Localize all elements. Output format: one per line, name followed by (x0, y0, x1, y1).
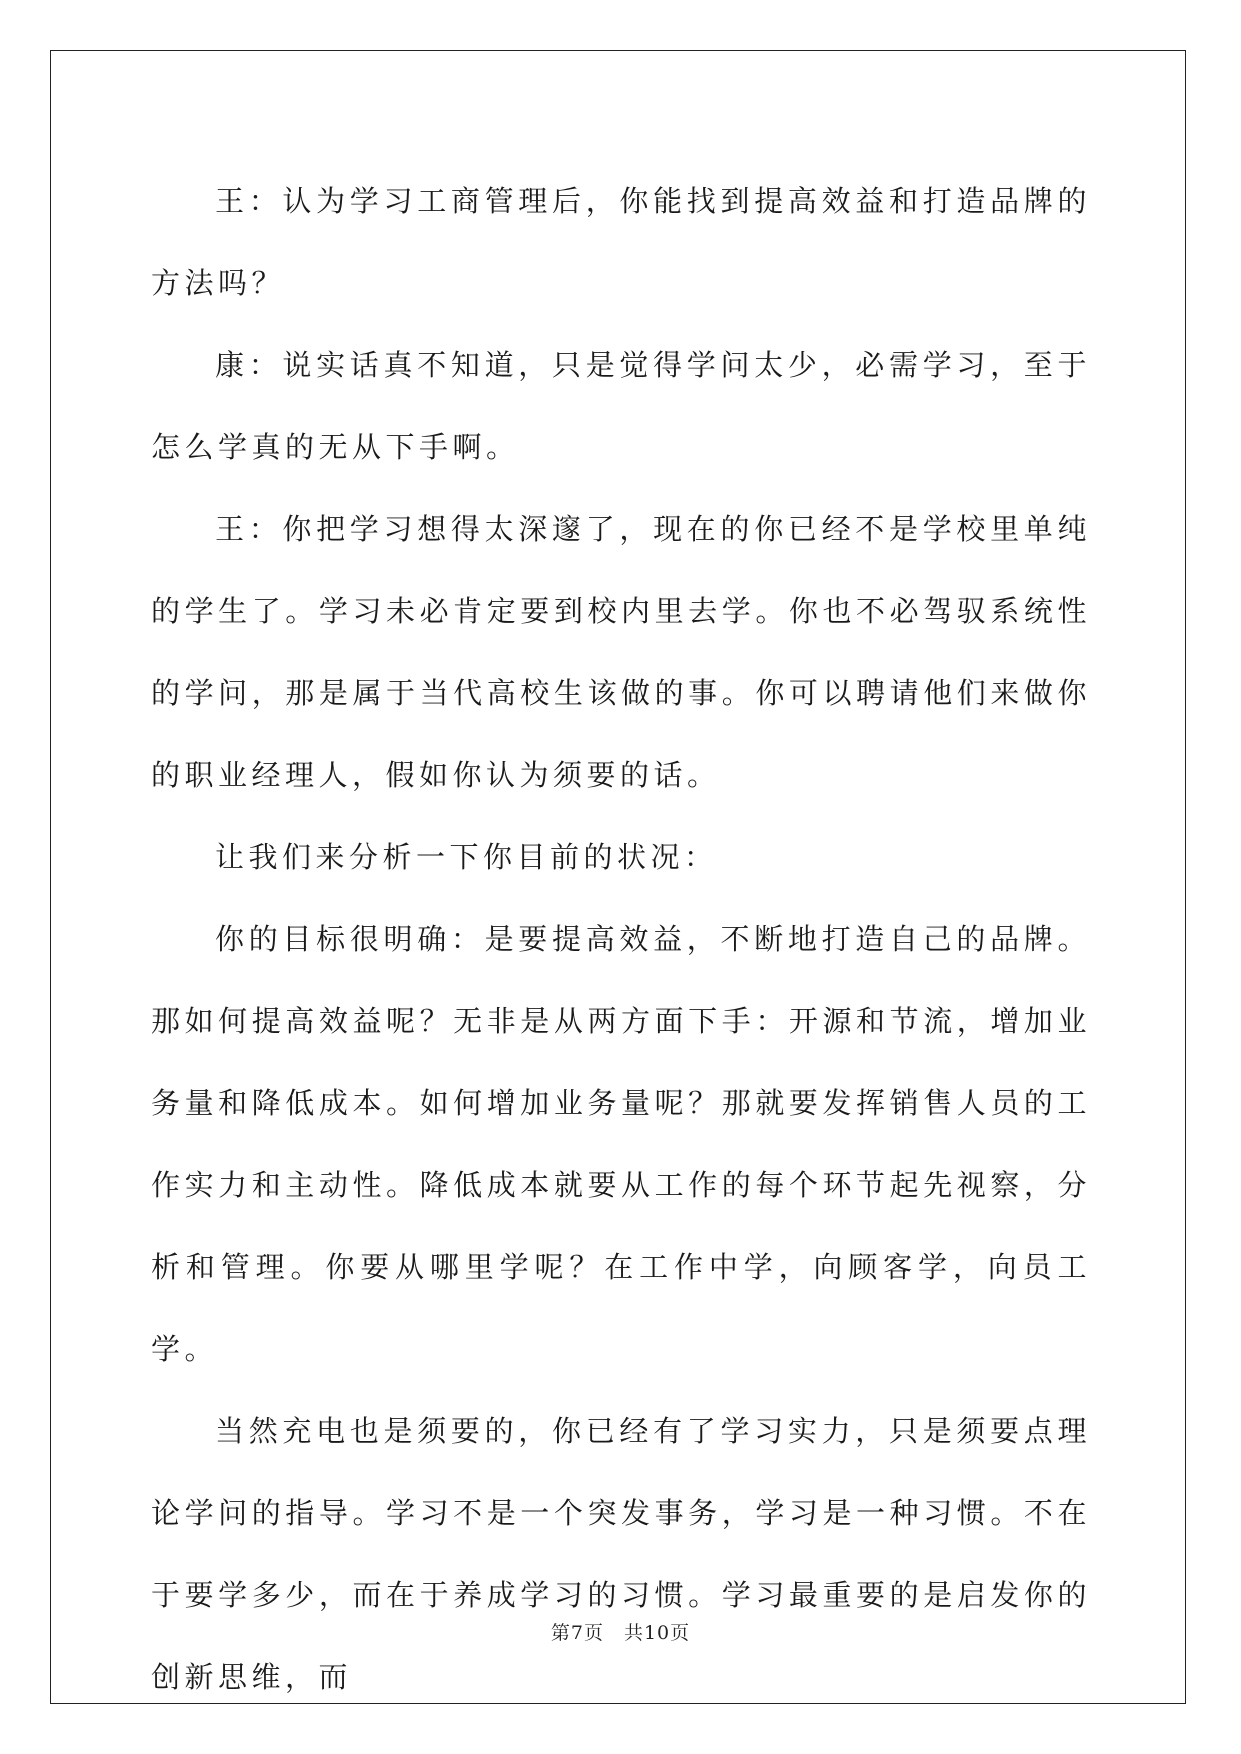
page-number-footer: 第7页 共10页 (550, 1622, 691, 1644)
paragraph-3: 王：你把学习想得太深邃了，现在的你已经不是学校里单纯的学生了。学习未必肯定要到校内里去学。你也不必驾驭系统性的学问，那是属于当代高校生该做的事。你可以聘请他们来做你的职业经理人，假如你认为须要的话。 (151, 512, 1091, 792)
paragraph-2: 康：说实话真不知道，只是觉得学问太少，必需学习，至于怎么学真的无从下手啊。 (151, 348, 1091, 464)
paragraph-5: 你的目标很明确：是要提高效益，不断地打造自己的品牌。那如何提高效益呢？无非是从两方面下手：开源和节流，增加业务量和降低成本。如何增加业务量呢？那就要发挥销售人员的工作实力和主动性。降低成本就要从工作的每个环节起先视察，分析和管理。你要从哪里学呢？在工作中学，向顾客学，向员工学。 (151, 922, 1091, 1366)
paragraph-1: 王：认为学习工商管理后，你能找到提高效益和打造品牌的方法吗？ (151, 184, 1091, 300)
paragraph-4: 让我们来分析一下你目前的状况： (215, 840, 718, 874)
paragraph-6: 当然充电也是须要的，你已经有了学习实力，只是须要点理论学问的指导。学习不是一个突发事务，学习是一种习惯。不在于要学多少，而在于养成学习的习惯。学习最重要的是启发你的创新思维，而 (151, 1414, 1091, 1694)
document-body (151, 160, 1091, 1718)
